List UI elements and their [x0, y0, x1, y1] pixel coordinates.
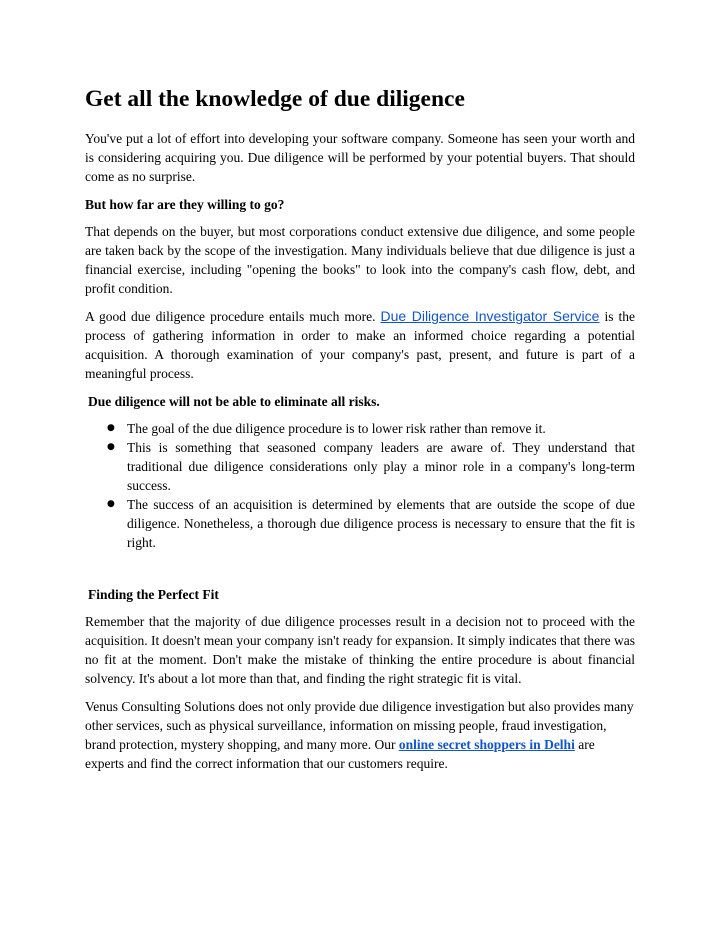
list-item-text: The goal of the due diligence procedure is to lower risk rather than remove it. — [127, 421, 546, 436]
bullet-icon: ● — [107, 423, 115, 433]
intro-paragraph: You've put a lot of effort into developing your software company. Someone has seen your worth and is considering acquiring you. Due diligence will be performed by your potential buyers. That should come as no surprise. — [85, 131, 635, 184]
section-heading-perfect-fit: Finding the Perfect Fit — [88, 587, 219, 602]
services-text-before: Venus Consulting Solutions does not only provide due diligence investigation but also provides many other services, such as physical surveillance, information on missing people, fraud investigation, brand protection, mystery shopping, and many more. Our — [85, 699, 634, 752]
list-item-text: The success of an acquisition is determined by elements that are outside the scope of due diligence. Nonetheless, a thorough due diligence process is necessary to ensure that the fit is right. — [127, 497, 635, 550]
section-heading-risks: Due diligence will not be able to eliminate all risks. — [88, 394, 380, 409]
procedure-text-before: A good due diligence procedure entails much more. — [85, 309, 381, 324]
document-page — [85, 82, 635, 773]
procedure-text-after: is the process of gathering information in order to make an informed choice regarding a potential acquisition. A thorough examination of your company's past, present, and future is part of a meaningful process. — [85, 309, 636, 381]
bullet-icon: ● — [107, 442, 115, 452]
services-paragraph — [85, 697, 635, 773]
section-heading-how-far: But how far are they willing to go? — [85, 197, 285, 212]
perfect-fit-paragraph: Remember that the majority of due diligence processes result in a decision not to proceed with the acquisition. It doesn't mean your company isn't ready for expansion. It simply indicates that there was no fit at the moment. Don't make the mistake of thinking the entire procedure is about financial solvency. It's about a lot more than that, and finding the right strategic fit is vital. — [85, 614, 635, 686]
list-item-text: This is something that seasoned company leaders are aware of. They understand that traditional due diligence considerations only play a minor role in a company's long-term success. — [127, 440, 635, 493]
list-item — [107, 438, 635, 495]
bullet-icon: ● — [107, 499, 115, 509]
list-item — [107, 495, 635, 552]
online-secret-shoppers-link[interactable]: online secret shoppers in Delhi — [398, 737, 575, 752]
due-diligence-investigator-link[interactable]: Due Diligence Investigator Service — [380, 308, 600, 324]
risk-bullet-list — [85, 419, 635, 552]
page-title: Get all the knowledge of due diligence — [85, 86, 465, 112]
buyer-paragraph: That depends on the buyer, but most corporations conduct extensive due diligence, and some people are taken back by the scope of the investigation. Many individuals believe that due diligence is just a financial exercise, including "opening the books" to look into the company's cash flow, debt, and profit condition. — [85, 224, 635, 296]
list-item — [107, 419, 635, 438]
services-text-after: are experts and find the correct information that our customers require. — [85, 737, 595, 771]
procedure-paragraph — [85, 307, 635, 383]
